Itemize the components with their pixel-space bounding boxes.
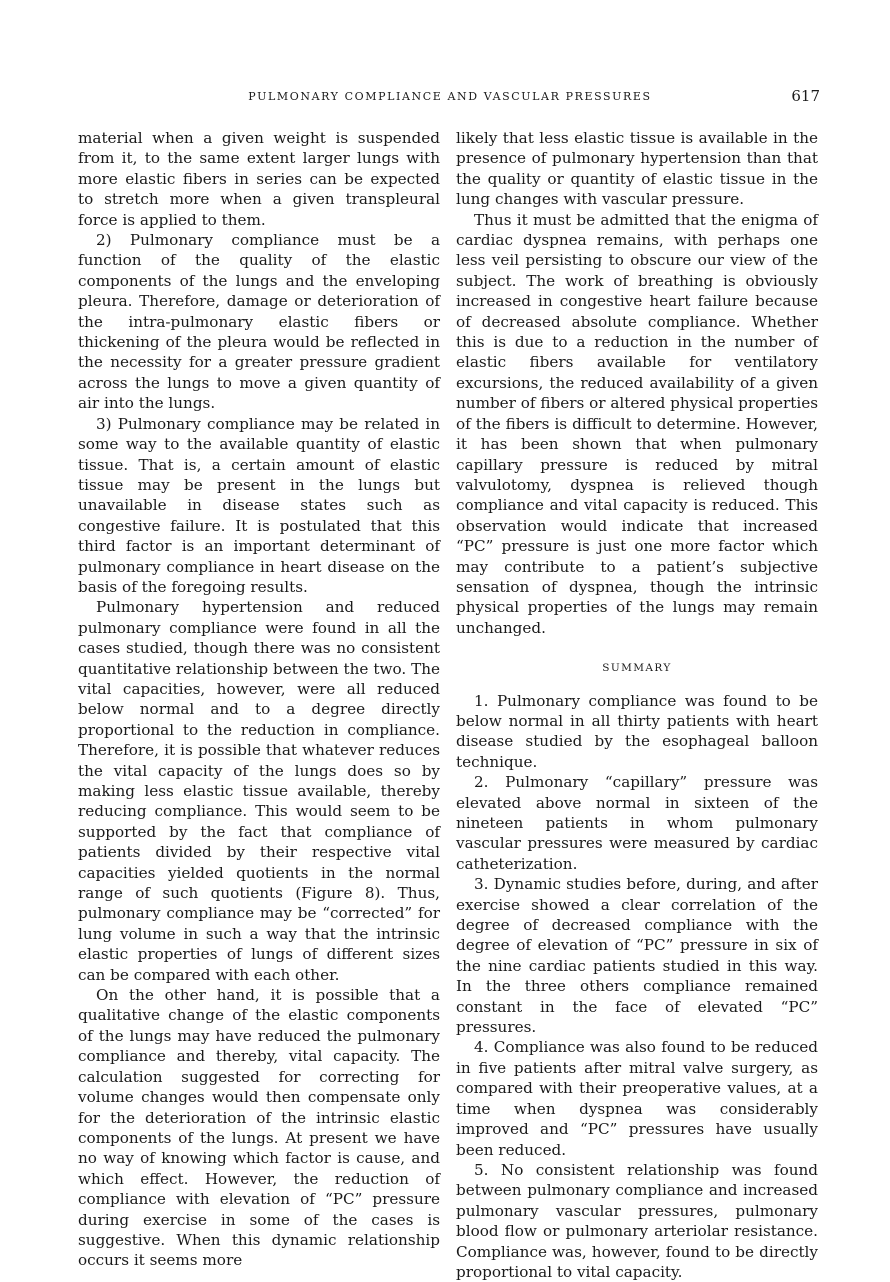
- summary-item: 2. Pulmonary “capillary” pressure was elevated above normal in sixteen of the nineteen patients in whom pulmonary vascular pressures were measured by cardiac catheterization.: [456, 773, 818, 873]
- summary-item: 5. No consistent relationship was found between pulmonary compliance and increased pulmonary vascular pressures, pulmonary blood flow or pulmonary arteriolar resistance. Compliance was, however, found to be directly proportional to vital capacity.: [456, 1160, 818, 1281]
- left-column: [78, 128, 440, 1271]
- running-head: PULMONARY COMPLIANCE AND VASCULAR PRESSURES: [248, 90, 652, 103]
- paragraph: On the other hand, it is possible that a qualitative change of the elastic components of the lungs may have reduced the pulmonary compliance and thereby, vital capacity. The calculation suggested for correcting for volume changes would then compensate only for the deterioration of the intrinsic elastic components of the lungs. At present we have no way of knowing which factor is cause, and which effect. However, the reduction of compliance with elevation of “PC” pressure during exercise in some of the cases is suggestive. When this dynamic relationship occurs it seems more: [78, 986, 440, 1270]
- paragraph: Thus it must be admitted that the enigma of cardiac dyspnea remains, with perhaps one less veil persisting to obscure our view of the subject. The work of breathing is obviously increased in congestive heart failure because of decreased absolute compliance. Whether this is due to a reduction in the number of elastic fibers available for ventilatory excursions, the reduced availability of a given number of fibers or altered physical properties of the fibers is difficult to determine. However, it has been shown that when pulmonary capillary pressure is reduced by mitral valvulotomy, dyspnea is relieved though compliance and vital capacity is reduced. This observation would indicate that increased “PC” pressure is just one more factor which may contribute to a patient’s subjective sensation of dyspnea, though the intrinsic physical properties of the lungs may remain unchanged.: [456, 210, 818, 637]
- paragraph: 3) Pulmonary compliance may be related in some way to the available quantity of elastic tissue. That is, a certain amount of elastic tissue may be present in the lungs but unavailable in disease states such as congestive failure. It is postulated that this third factor is an important determinant of pulmonary compliance in heart disease on the basis of the foregoing results.: [78, 414, 440, 596]
- summary-heading: SUMMARY: [602, 662, 672, 675]
- paragraph: Pulmonary hypertension and reduced pulmonary compliance were found in all the cases studied, though there was no consistent quantitative relationship between the two. The vital capacities, however, were all reduced below normal and to a degree directly proportional to the reduction in compliance. Therefore, it is possible that whatever reduces the vital capacity of the lungs does so by making less elastic tissue available, thereby reducing compliance. This would seem to be supported by the fact that compliance of patients divided by their respective vital capacities yielded quotients in the normal range of such quotients (Figure 8). Thus, pulmonary compliance may be “corrected” for lung volume in such a way that the intrinsic elastic properties of lungs of different sizes can be compared with each other.: [78, 598, 440, 984]
- page-number: 617: [791, 87, 820, 105]
- summary-item: 1. Pulmonary compliance was found to be below normal in all thirty patients with heart disease studied by the esophageal balloon technique.: [456, 691, 818, 771]
- summary-item: 4. Compliance was also found to be reduced in five patients after mitral valve surgery, as compared with their preoperative values, at a time when dyspnea was considerably improved and “PC” pressures have usually been reduced.: [456, 1038, 818, 1159]
- paragraph: 2) Pulmonary compliance must be a function of the quality of the elastic components of the lungs and the enveloping pleura. Therefore, damage or deterioration of the intra-pulmonary elastic fibers or thickening of the pleura would be reflected in the necessity for a greater pressure gradient across the lungs to move a given quantity of air into the lungs.: [78, 231, 440, 413]
- page-header: [78, 87, 822, 112]
- paragraph: likely that less elastic tissue is available in the presence of pulmonary hypertension than that the quality or quantity of elastic tissue in the lung changes with vascular pressure.: [456, 129, 818, 209]
- right-column: [456, 128, 818, 1282]
- summary-item: 3. Dynamic studies before, during, and after exercise showed a clear correlation of the degree of decreased compliance with the degree of elevation of “PC” pressure in six of the nine cardiac patients studied in this way. In the three others compliance remained constant in the face of elevated “PC” pressures.: [456, 875, 818, 1037]
- paragraph: material when a given weight is suspended from it, to the same extent larger lungs with more elastic fibers in series can be expected to stretch more when a given transpleural force is applied to them.: [78, 129, 440, 229]
